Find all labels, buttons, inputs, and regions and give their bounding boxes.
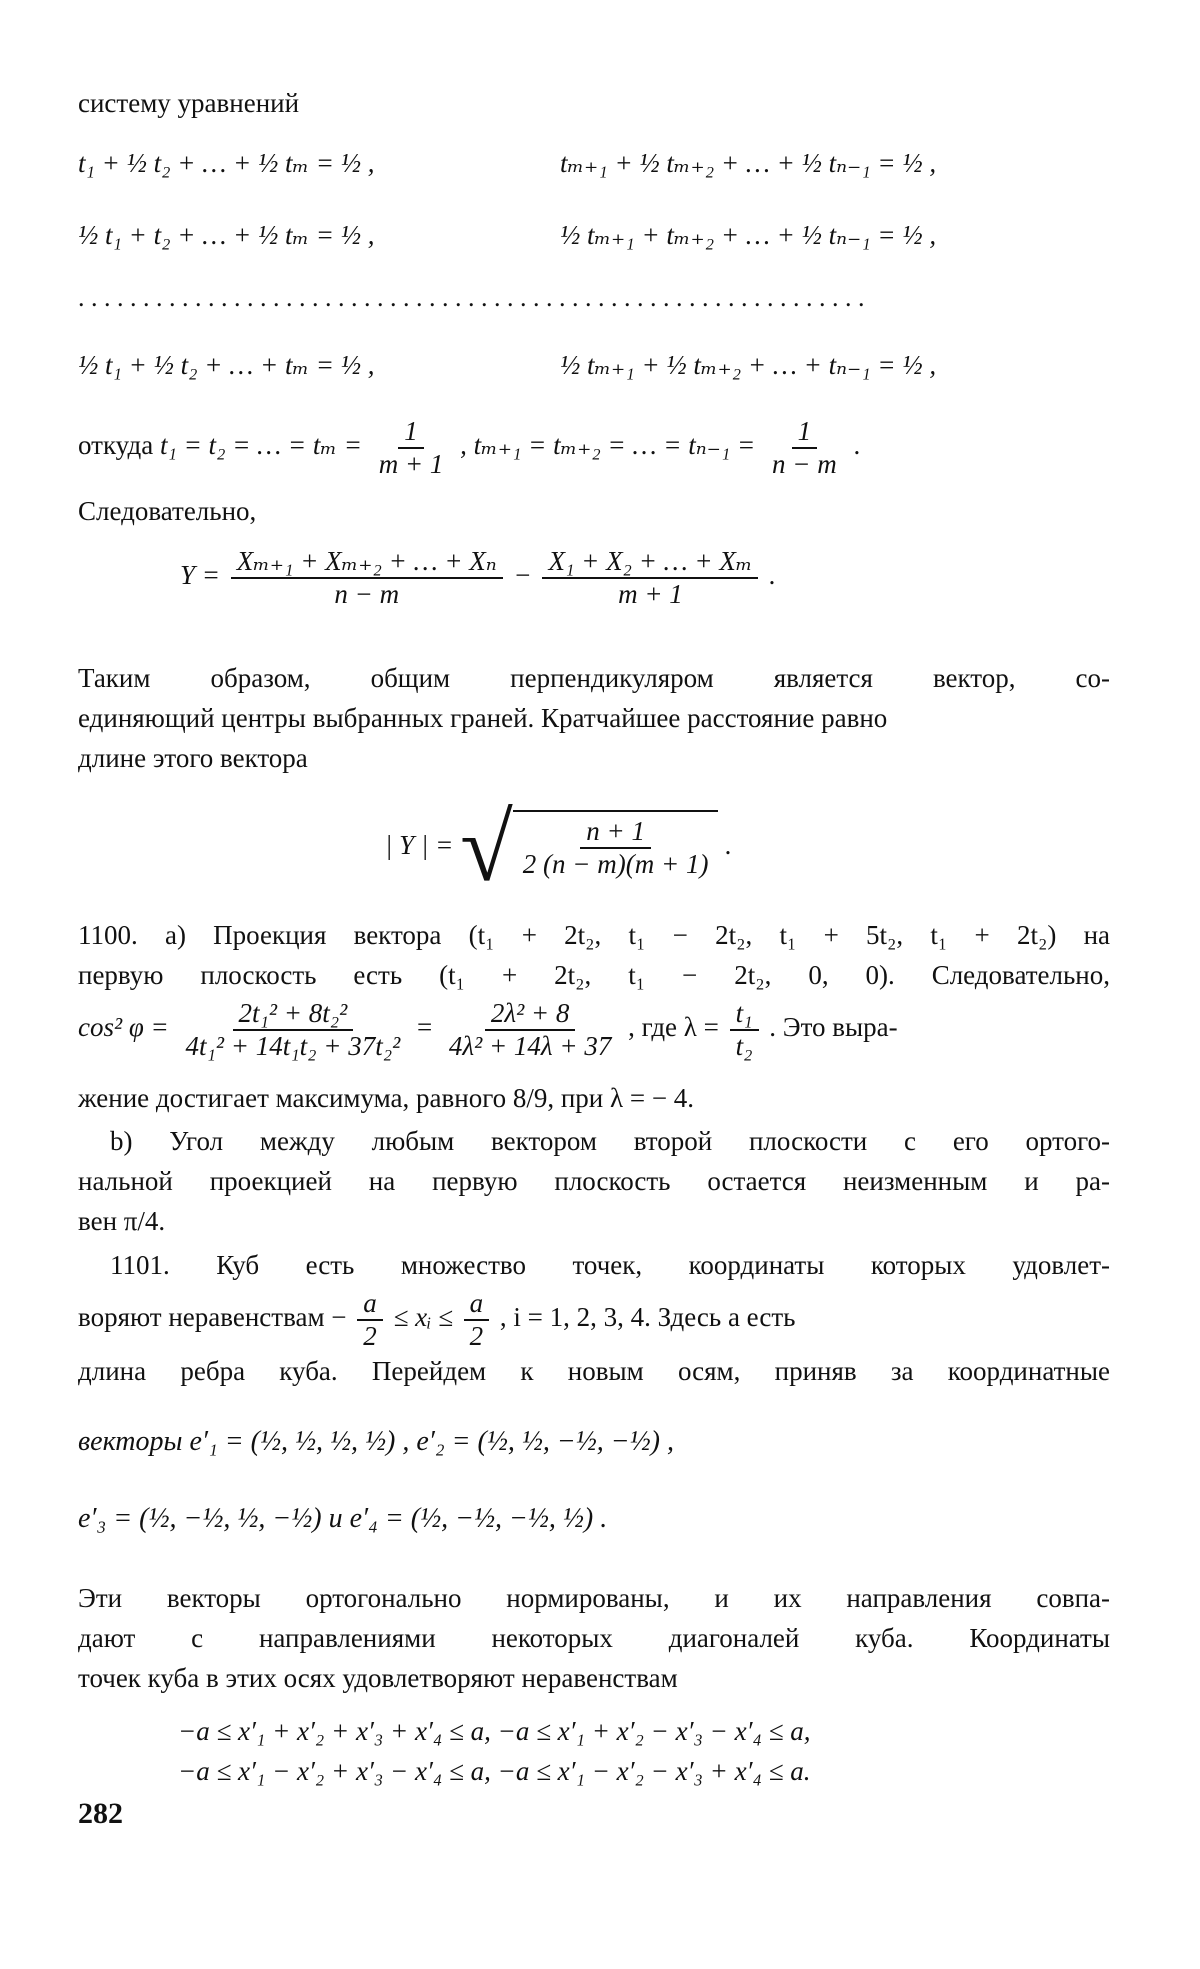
p1101-para-line-1: Эти векторы ортогонально нормированы, и их направления совпа- <box>78 1583 1110 1613</box>
basis-vectors-line-2: e′₃ = (½, −½, ½, −½) и e′₄ = (½, −½, −½, ½) . <box>78 1503 608 1534</box>
ineq-mid: ≤ xᵢ ≤ <box>393 1302 453 1333</box>
cos-tail: . Это выра- <box>769 1012 898 1043</box>
whence-word: откуда <box>78 430 154 461</box>
denominator: 2 (n − m)(m + 1) <box>522 849 709 879</box>
system-row-3-right: ½ tₘ₊₁ + ½ tₘ₊₂ + … + tₙ₋₁ = ½ , <box>560 350 937 380</box>
whence-expr-2: , tₘ₊₁ = tₘ₊₂ = … = tₙ₋₁ = <box>460 430 756 461</box>
radicand <box>513 810 719 878</box>
y-lhs: Y = <box>180 560 220 591</box>
inequalities-line-2: −a ≤ x′₁ − x′₂ + x′₃ − x′₄ ≤ a, −a ≤ x′₁ − x′₂ − x′₃ + x′₄ ≤ a. <box>178 1756 811 1786</box>
p1101-line-3: длина ребра куба. Перейдем к новым осям, приняв за координатные <box>78 1356 1110 1386</box>
basis-vectors-line-1: векторы e′₁ = (½, ½, ½, ½) , e′₂ = (½, ½, −½, −½) , <box>78 1426 674 1457</box>
norm-end: . <box>725 830 732 861</box>
p1100b-line-1: b) Угол между любым вектором второй плоскости с его ортого- <box>110 1126 1110 1156</box>
page-number: 282 <box>78 1797 123 1830</box>
y-fraction-1 <box>231 548 503 608</box>
half-a-fraction-2 <box>464 1290 490 1350</box>
cos-lhs: cos² φ = <box>78 1012 169 1043</box>
whence-fraction-2 <box>766 418 843 478</box>
numerator: 2λ² + 8 <box>485 1000 576 1031</box>
sqrt-symbol: √ <box>460 794 513 901</box>
numerator: X₁ + X₂ + … + Xₘ <box>542 548 758 579</box>
p1101-para-line-2: дают с направлениями некоторых диагоналей куба. Координаты <box>78 1623 1110 1653</box>
consequently-text: Следовательно, <box>78 496 257 526</box>
numerator: a <box>357 1290 383 1321</box>
denominator: 2 <box>469 1321 484 1351</box>
norm-fraction <box>517 818 715 878</box>
denominator: n − m <box>772 449 837 479</box>
system-row-3-left: ½ t₁ + ½ t₂ + … + tₘ = ½ , <box>78 350 375 380</box>
intro-text: систему уравнений <box>78 88 300 118</box>
ineq-end: , i = 1, 2, 3, 4. Здесь a есть <box>499 1302 796 1333</box>
norm-formula <box>385 794 732 901</box>
denominator: 4λ² + 14λ + 37 <box>448 1031 612 1061</box>
system-ellipsis-row: . . . . . . . . . . . . . . . . . . . . . . . . . . . . . . . . . . . . . . . . . . . . . . . . . . . . . . . . . . . . . <box>78 283 865 312</box>
half-a-fraction-1 <box>357 1290 383 1350</box>
denominator: t₂ <box>735 1031 753 1061</box>
y-end: . <box>769 560 776 591</box>
numerator: 1 <box>792 418 818 449</box>
numerator: a <box>464 1290 490 1321</box>
numerator: t₁ <box>730 1000 759 1031</box>
numerator: 2t₁² + 8t₂² <box>233 1000 354 1031</box>
denominator: m + 1 <box>378 449 444 479</box>
lambda-fraction <box>730 1000 759 1060</box>
whence-fraction-1 <box>373 418 450 478</box>
inequalities-line-1: −a ≤ x′₁ + x′₂ + x′₃ + x′₄ ≤ a, −a ≤ x′₁ + x′₂ − x′₃ − x′₄ ≤ a, <box>178 1716 811 1746</box>
para1-line-2: единяющий центры выбранных граней. Кратчайшее расстояние равно <box>78 703 888 733</box>
numerator: 1 <box>398 418 424 449</box>
whence-end: . <box>853 430 861 461</box>
system-row-1-left: t₁ + ½ t₂ + … + ½ tₘ = ½ , <box>78 148 375 178</box>
y-fraction-2 <box>542 548 758 608</box>
system-row-1-right: tₘ₊₁ + ½ tₘ₊₂ + … + ½ tₙ₋₁ = ½ , <box>560 148 937 178</box>
numerator: Xₘ₊₁ + Xₘ₊₂ + … + Xₙ <box>231 548 503 579</box>
cos-fraction-2 <box>443 1000 617 1060</box>
y-minus: − <box>513 560 532 591</box>
p1101-line-1: 1101. Куб есть множество точек, координаты которых удовлет- <box>110 1250 1110 1280</box>
ineq-intro: воряют неравенствам − <box>78 1302 347 1333</box>
y-formula <box>180 548 776 608</box>
cos-formula <box>78 1000 898 1060</box>
cos-eq: = <box>416 1012 433 1043</box>
p1100-line-1: 1100. а) Проекция вектора (t₁ + 2t₂, t₁ − 2t₂, t₁ + 5t₂, t₁ + 2t₂) на <box>78 920 1110 950</box>
p1101-para-line-3: точек куба в этих осях удовлетворяют неравенствам <box>78 1663 678 1693</box>
p1100b-line-2: нальной проекцией на первую плоскость остается неизменным и ра- <box>78 1166 1110 1196</box>
numerator: n + 1 <box>580 818 651 849</box>
whence-equation <box>78 418 860 478</box>
p1100b-line-3: вен π/4. <box>78 1206 166 1236</box>
system-row-2-left: ½ t₁ + t₂ + … + ½ tₘ = ½ , <box>78 220 375 250</box>
p1101-line-2 <box>78 1290 795 1350</box>
p1100-line-2: первую плоскость есть (t₁ + 2t₂, t₁ − 2t₂, 0, 0). Следовательно, <box>78 960 1110 990</box>
denominator: 2 <box>363 1321 377 1351</box>
system-row-2-right: ½ tₘ₊₁ + tₘ₊₂ + … + ½ tₙ₋₁ = ½ , <box>560 220 937 250</box>
whence-expr-1: t₁ = t₂ = … = tₘ = <box>159 430 362 461</box>
para1-line-1: Таким образом, общим перпендикуляром является вектор, со- <box>78 663 1110 693</box>
denominator: 4t₁² + 14t₁t₂ + 37t₂² <box>185 1031 401 1061</box>
cos-fraction-1 <box>180 1000 407 1060</box>
where-text: , где λ = <box>628 1012 719 1043</box>
denominator: n − m <box>334 579 400 609</box>
p1100-line-after: жение достигает максимума, равного 8/9, при λ = − 4. <box>78 1083 695 1113</box>
para1-line-3: длине этого вектора <box>78 743 308 773</box>
denominator: m + 1 <box>618 579 683 609</box>
norm-lhs: | Y | = <box>385 830 454 861</box>
